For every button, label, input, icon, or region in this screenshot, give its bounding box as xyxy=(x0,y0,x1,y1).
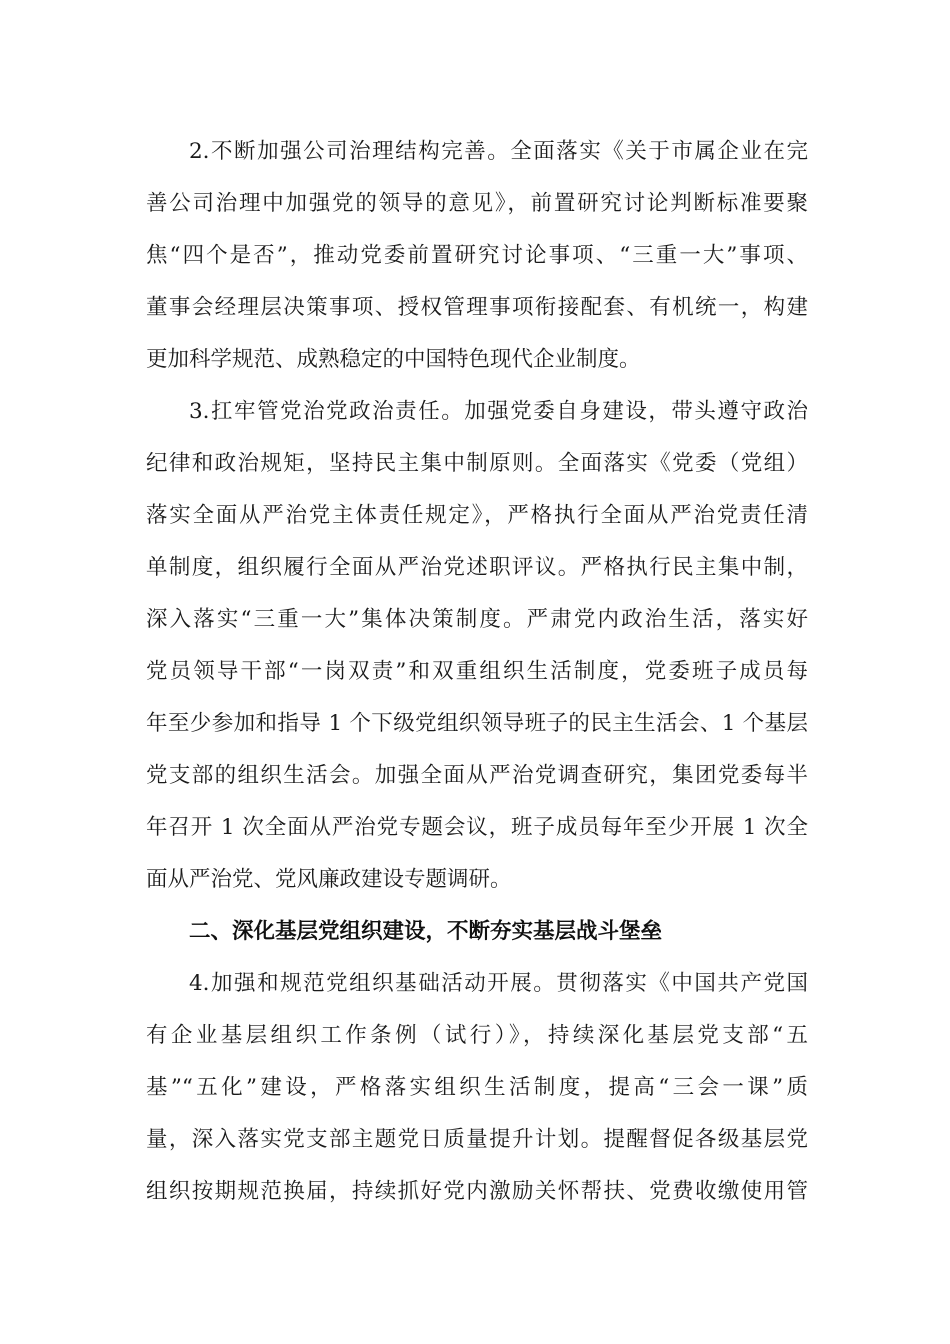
text-line: 年召开 1 次全面从严治党专题会议，班子成员每年至少开展 1 次全 xyxy=(146,815,808,840)
section-heading: 二、深化基层党组织建设，不断夯实基层战斗堡垒 xyxy=(189,919,663,944)
text-line: 深入落实“三重一大”集体决策制度。严肃党内政治生活，落实好 xyxy=(146,607,808,632)
text-line: 更加科学规范、成熟稳定的中国特色现代企业制度。 xyxy=(146,347,641,372)
text-line: 量，深入落实党支部主题党日质量提升计划。提醒督促各级基层党 xyxy=(146,1127,808,1152)
text-line: 3.扛牢管党治党政治责任。加强党委自身建设，带头遵守政治 xyxy=(189,399,808,424)
text-line: 单制度，组织履行全面从严治党述职评议。严格执行民主集中制， xyxy=(146,555,808,580)
text-line: 组织按期规范换届，持续抓好党内激励关怀帮扶、党费收缴使用管 xyxy=(146,1179,808,1204)
text-line: 纪律和政治规矩，坚持民主集中制原则。全面落实《党委（党组） xyxy=(146,451,808,476)
text-line: 面从严治党、党风廉政建设专题调研。 xyxy=(146,867,512,892)
text-line: 年至少参加和指导 1 个下级党组织领导班子的民主生活会、1 个基层 xyxy=(146,711,808,736)
text-line: 2.不断加强公司治理结构完善。全面落实《关于市属企业在完 xyxy=(189,139,808,164)
text-line: 党支部的组织生活会。加强全面从严治党调查研究，集团党委每半 xyxy=(146,763,808,788)
text-line: 党员领导干部“一岗双责”和双重组织生活制度，党委班子成员每 xyxy=(146,659,808,684)
text-line: 善公司治理中加强党的领导的意见》，前置研究讨论判断标准要聚 xyxy=(146,191,808,216)
text-line: 4.加强和规范党组织基础活动开展。贯彻落实《中国共产党国 xyxy=(189,971,808,996)
text-line: 落实全面从严治党主体责任规定》，严格执行全面从严治党责任清 xyxy=(146,503,808,528)
text-line: 焦“四个是否”，推动党委前置研究讨论事项、“三重一大”事项、 xyxy=(146,243,808,268)
text-line: 董事会经理层决策事项、授权管理事项衔接配套、有机统一，构建 xyxy=(146,295,808,320)
text-line: 基”“五化”建设，严格落实组织生活制度，提高“三会一课”质 xyxy=(146,1075,808,1100)
text-line: 有企业基层组织工作条例（试行）》，持续深化基层党支部“五 xyxy=(146,1023,808,1048)
